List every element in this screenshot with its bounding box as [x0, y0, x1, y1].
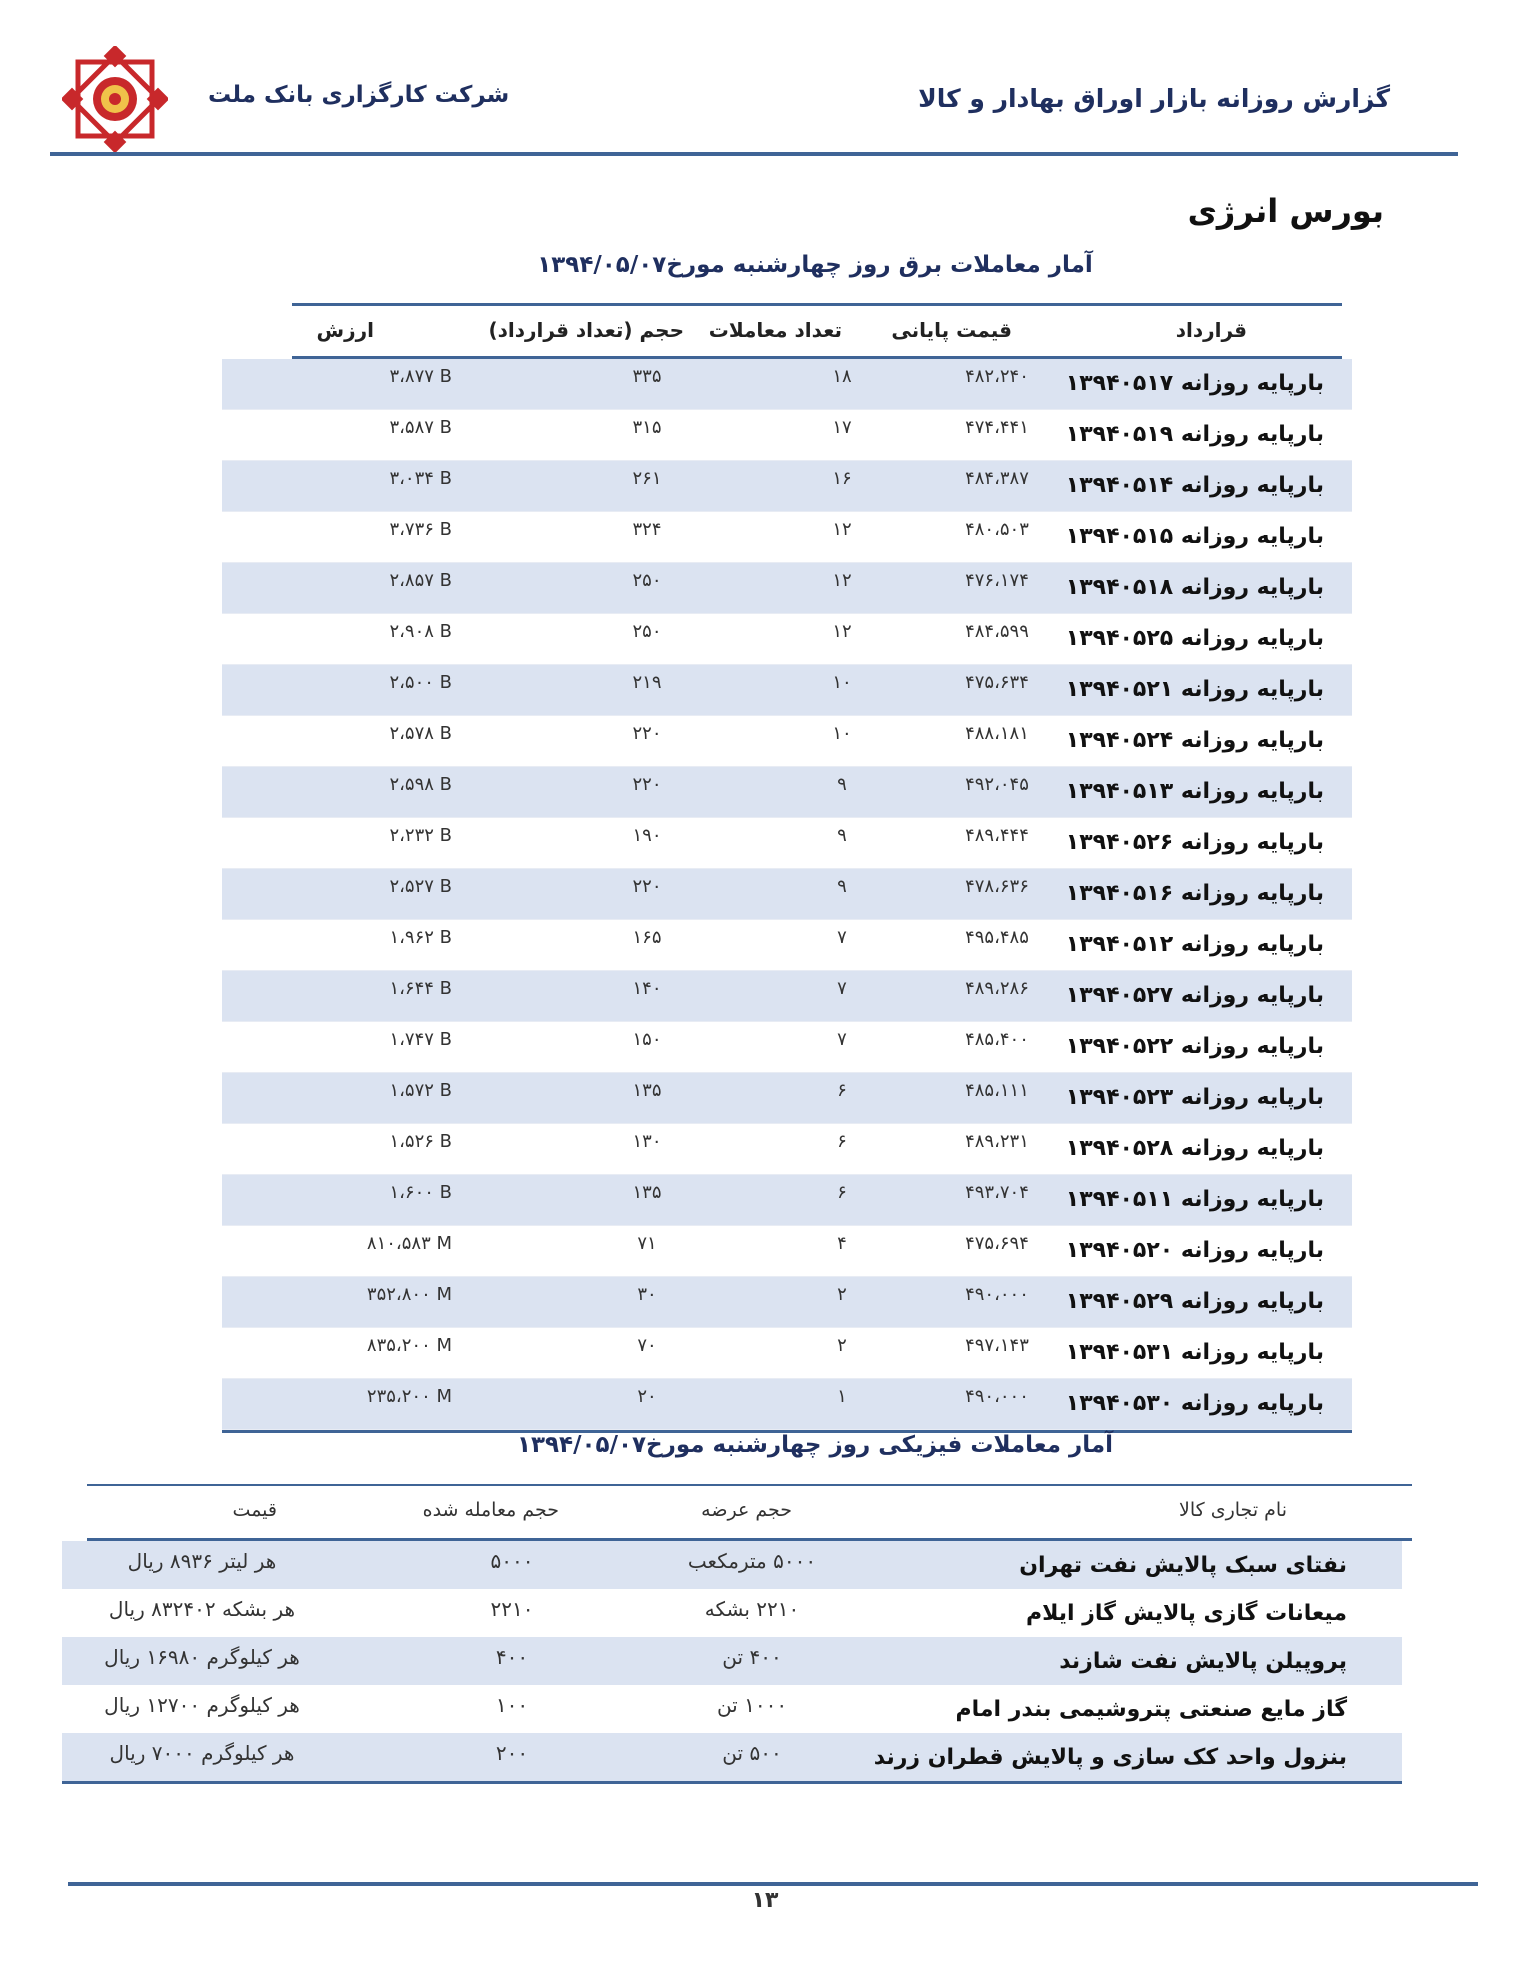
table-row	[222, 1277, 1352, 1328]
cell-final-price: ۴۸۰،۵۰۳	[965, 519, 1029, 540]
cell-value: ۱،۵۷۲ B	[389, 1080, 452, 1101]
cell-traded: ۱۰۰	[495, 1693, 529, 1717]
page-number: ۱۳	[751, 1888, 779, 1913]
footer-divider	[68, 1882, 1478, 1886]
cell-final-price: ۴۷۶،۱۷۴	[965, 570, 1029, 591]
cell-volume: ۳۲۴	[632, 519, 662, 540]
cell-contract: بارپایه روزانه ۱۳۹۴۰۵۳۰	[1065, 1391, 1324, 1416]
cell-value: ۲،۵۷۸ B	[389, 723, 452, 744]
table-row	[222, 716, 1352, 767]
header-value: ارزش	[316, 318, 374, 342]
cell-trade-count: ۶	[837, 1131, 847, 1152]
cell-volume: ۳۱۵	[632, 417, 662, 438]
cell-contract: بارپایه روزانه ۱۳۹۴۰۵۱۱	[1065, 1187, 1324, 1212]
cell-final-price: ۴۹۵،۴۸۵	[965, 927, 1029, 948]
table-row	[62, 1589, 1402, 1637]
cell-contract: بارپایه روزانه ۱۳۹۴۰۵۲۹	[1065, 1289, 1324, 1314]
cell-final-price: ۴۹۳،۷۰۴	[965, 1182, 1029, 1203]
section-title: بورس انرژی	[1187, 192, 1384, 230]
cell-traded: ۲۰۰	[495, 1741, 529, 1765]
cell-traded: ۴۰۰	[495, 1645, 529, 1669]
cell-volume: ۲۲۰	[632, 774, 662, 795]
report-title: گزارش روزانه بازار اوراق بهادار و کالا	[918, 84, 1390, 113]
table-row	[222, 1328, 1352, 1379]
header-trade-count: تعداد معاملات	[708, 318, 842, 342]
cell-volume: ۷۱	[637, 1233, 657, 1254]
cell-value: ۱،۶۰۰ B	[389, 1182, 452, 1203]
electricity-table-header	[292, 303, 1342, 359]
cell-trade-count: ۷	[837, 927, 847, 948]
cell-contract: بارپایه روزانه ۱۳۹۴۰۵۲۳	[1065, 1085, 1324, 1110]
cell-trade-count: ۱۲	[832, 570, 852, 591]
cell-name: میعانات گازی پالایش گاز ایلام	[1025, 1601, 1347, 1626]
cell-trade-count: ۶	[837, 1182, 847, 1203]
table-row	[222, 869, 1352, 920]
cell-value: ۲،۹۰۸ B	[389, 621, 452, 642]
table-row	[222, 665, 1352, 716]
cell-value: ۱،۹۶۲ B	[389, 927, 452, 948]
cell-volume: ۱۴۰	[632, 978, 662, 999]
cell-value: ۲،۸۵۷ B	[389, 570, 452, 591]
cell-final-price: ۴۸۸،۱۸۱	[965, 723, 1029, 744]
cell-contract: بارپایه روزانه ۱۳۹۴۰۵۲۵	[1065, 626, 1324, 651]
cell-trade-count: ۹	[837, 825, 847, 846]
cell-contract: بارپایه روزانه ۱۳۹۴۰۵۱۹	[1065, 422, 1324, 447]
cell-final-price: ۴۸۴،۵۹۹	[965, 621, 1029, 642]
cell-volume: ۷۰	[637, 1335, 657, 1356]
physical-table	[62, 1484, 1412, 1784]
cell-supply: ۵۰۰ تن	[722, 1741, 782, 1765]
table-row	[222, 614, 1352, 665]
table-row	[222, 563, 1352, 614]
table-row	[222, 461, 1352, 512]
table-row	[222, 512, 1352, 563]
cell-volume: ۲۲۰	[632, 876, 662, 897]
cell-contract: بارپایه روزانه ۱۳۹۴۰۵۱۵	[1065, 524, 1324, 549]
table-row	[222, 920, 1352, 971]
cell-value: ۳،۷۳۶ B	[389, 519, 452, 540]
cell-volume: ۳۰	[637, 1284, 657, 1305]
cell-volume: ۱۳۵	[632, 1080, 662, 1101]
table-row	[62, 1685, 1402, 1733]
cell-contract: بارپایه روزانه ۱۳۹۴۰۵۲۱	[1065, 677, 1324, 702]
cell-trade-count: ۹	[837, 774, 847, 795]
cell-trade-count: ۱۰	[832, 723, 852, 744]
cell-value: ۳،۰۳۴ B	[389, 468, 452, 489]
cell-trade-count: ۹	[837, 876, 847, 897]
cell-contract: بارپایه روزانه ۱۳۹۴۰۵۱۴	[1065, 473, 1324, 498]
cell-trade-count: ۱۶	[832, 468, 852, 489]
cell-final-price: ۴۷۵،۶۹۴	[965, 1233, 1029, 1254]
cell-volume: ۲۱۹	[632, 672, 662, 693]
table-row	[62, 1637, 1402, 1685]
header-traded-volume: حجم معامله شده	[422, 1499, 559, 1521]
physical-table-caption: آمار معاملات فیزیکی روز چهارشنبه مورخ۱۳۹۴/۰۵/۰۷	[516, 1432, 1114, 1458]
header-volume: حجم (تعداد قرارداد)	[488, 318, 684, 342]
cell-name: گاز مایع صنعتی پتروشیمی بندر امام	[955, 1697, 1347, 1722]
cell-trade-count: ۱	[837, 1386, 847, 1407]
cell-final-price: ۴۸۹،۴۴۴	[965, 825, 1029, 846]
cell-contract: بارپایه روزانه ۱۳۹۴۰۵۱۳	[1065, 779, 1324, 804]
cell-contract: بارپایه روزانه ۱۳۹۴۰۵۲۰	[1065, 1238, 1324, 1263]
cell-price: هر کیلوگرم ۱۲۷۰۰ ریال	[104, 1693, 300, 1717]
table-row	[222, 1124, 1352, 1175]
cell-trade-count: ۲	[837, 1335, 847, 1356]
physical-table-body	[62, 1541, 1402, 1784]
cell-name: نفتای سبک پالایش نفت تهران	[1019, 1553, 1347, 1578]
cell-value: ۲،۵۰۰ B	[389, 672, 452, 693]
cell-supply: ۵۰۰۰ مترمکعب	[687, 1549, 817, 1573]
cell-trade-count: ۱۸	[832, 366, 852, 387]
company-logo-icon	[62, 46, 168, 152]
cell-value: ۲۳۵،۲۰۰ M	[366, 1386, 452, 1407]
cell-price: هر کیلوگرم ۷۰۰۰ ریال	[109, 1741, 295, 1765]
cell-volume: ۲۵۰	[632, 570, 662, 591]
cell-final-price: ۴۷۸،۶۳۶	[965, 876, 1029, 897]
table-row	[222, 1226, 1352, 1277]
cell-trade-count: ۱۲	[832, 621, 852, 642]
header-supply-volume: حجم عرضه	[701, 1499, 792, 1521]
cell-contract: بارپایه روزانه ۱۳۹۴۰۵۲۶	[1065, 830, 1324, 855]
cell-value: ۸۳۵،۲۰۰ M	[366, 1335, 452, 1356]
cell-value: ۱،۶۴۴ B	[389, 978, 452, 999]
cell-volume: ۱۳۵	[632, 1182, 662, 1203]
header-divider	[50, 152, 1458, 156]
cell-trade-count: ۲	[837, 1284, 847, 1305]
cell-final-price: ۴۸۵،۴۰۰	[965, 1029, 1029, 1050]
cell-final-price: ۴۸۵،۱۱۱	[965, 1080, 1029, 1101]
cell-traded: ۲۲۱۰	[490, 1597, 534, 1621]
cell-value: ۳،۸۷۷ B	[389, 366, 452, 387]
electricity-table	[222, 303, 1352, 1433]
cell-trade-count: ۴	[837, 1233, 847, 1254]
table-row	[222, 971, 1352, 1022]
table-row	[62, 1541, 1402, 1589]
cell-volume: ۱۶۵	[632, 927, 662, 948]
cell-final-price: ۴۷۵،۶۳۴	[965, 672, 1029, 693]
cell-contract: بارپایه روزانه ۱۳۹۴۰۵۱۲	[1065, 932, 1324, 957]
cell-trade-count: ۱۷	[832, 417, 852, 438]
table-row	[222, 359, 1352, 410]
cell-value: ۳۵۲،۸۰۰ M	[366, 1284, 452, 1305]
cell-value: ۸۱۰،۵۸۳ M	[366, 1233, 452, 1254]
cell-contract: بارپایه روزانه ۱۳۹۴۰۵۲۷	[1065, 983, 1324, 1008]
cell-price: هر لیتر ۸۹۳۶ ریال	[127, 1549, 277, 1573]
cell-traded: ۵۰۰۰	[490, 1549, 534, 1573]
cell-value: ۲،۲۳۲ B	[389, 825, 452, 846]
header-price: قیمت	[232, 1499, 277, 1521]
cell-contract: بارپایه روزانه ۱۳۹۴۰۵۱۷	[1065, 371, 1324, 396]
cell-contract: بارپایه روزانه ۱۳۹۴۰۵۱۸	[1065, 575, 1324, 600]
cell-final-price: ۴۸۴،۳۸۷	[965, 468, 1029, 489]
cell-trade-count: ۱۲	[832, 519, 852, 540]
cell-volume: ۳۳۵	[632, 366, 662, 387]
cell-final-price: ۴۹۰،۰۰۰	[965, 1284, 1029, 1305]
cell-contract: بارپایه روزانه ۱۳۹۴۰۵۲۴	[1065, 728, 1324, 753]
table-row	[222, 1379, 1352, 1430]
cell-final-price: ۴۸۲،۲۴۰	[965, 366, 1029, 387]
cell-volume: ۱۳۰	[632, 1131, 662, 1152]
cell-volume: ۲۰	[637, 1386, 657, 1407]
cell-supply: ۱۰۰۰ تن	[716, 1693, 788, 1717]
cell-supply: ۲۲۱۰ بشکه	[704, 1597, 800, 1621]
cell-price: هر بشکه ۸۳۲۴۰۲ ریال	[108, 1597, 296, 1621]
header-commodity-name: نام تجاری کالا	[1179, 1499, 1287, 1521]
company-name: شرکت کارگزاری بانک ملت	[208, 82, 510, 108]
cell-contract: بارپایه روزانه ۱۳۹۴۰۵۳۱	[1065, 1340, 1324, 1365]
cell-trade-count: ۷	[837, 1029, 847, 1050]
cell-final-price: ۴۹۲،۰۴۵	[965, 774, 1029, 795]
cell-volume: ۲۶۱	[632, 468, 662, 489]
cell-price: هر کیلوگرم ۱۶۹۸۰ ریال	[104, 1645, 300, 1669]
cell-supply: ۴۰۰ تن	[722, 1645, 782, 1669]
table-row	[222, 410, 1352, 461]
cell-volume: ۲۲۰	[632, 723, 662, 744]
cell-value: ۲،۵۲۷ B	[389, 876, 452, 897]
table-row	[62, 1733, 1402, 1781]
electricity-table-caption: آمار معاملات برق روز چهارشنبه مورخ۱۳۹۴/۰۵/۰۷	[537, 252, 1093, 278]
cell-value: ۱،۵۲۶ B	[389, 1131, 452, 1152]
cell-volume: ۱۵۰	[632, 1029, 662, 1050]
cell-volume: ۱۹۰	[632, 825, 662, 846]
table-row	[222, 1175, 1352, 1226]
cell-contract: بارپایه روزانه ۱۳۹۴۰۵۲۸	[1065, 1136, 1324, 1161]
electricity-table-body	[222, 359, 1352, 1433]
cell-name: پروپیلن پالایش نفت شازند	[1059, 1649, 1347, 1674]
cell-value: ۳،۵۸۷ B	[389, 417, 452, 438]
table-row	[222, 1022, 1352, 1073]
header-contract: قرارداد	[1175, 318, 1247, 342]
table-row	[222, 818, 1352, 869]
cell-value: ۲،۵۹۸ B	[389, 774, 452, 795]
table-row	[222, 1073, 1352, 1124]
cell-name: بنزول واحد کک سازی و پالایش قطران زرند	[873, 1745, 1347, 1770]
table-row	[222, 767, 1352, 818]
cell-final-price: ۴۸۹،۲۳۱	[965, 1131, 1029, 1152]
cell-final-price: ۴۹۰،۰۰۰	[965, 1386, 1029, 1407]
cell-trade-count: ۶	[837, 1080, 847, 1101]
cell-value: ۱،۷۴۷ B	[389, 1029, 452, 1050]
cell-trade-count: ۷	[837, 978, 847, 999]
cell-trade-count: ۱۰	[832, 672, 852, 693]
cell-contract: بارپایه روزانه ۱۳۹۴۰۵۱۶	[1065, 881, 1324, 906]
cell-contract: بارپایه روزانه ۱۳۹۴۰۵۲۲	[1065, 1034, 1324, 1059]
cell-final-price: ۴۷۴،۴۴۱	[965, 417, 1029, 438]
cell-final-price: ۴۸۹،۲۸۶	[965, 978, 1029, 999]
physical-table-header	[87, 1484, 1412, 1541]
header-final-price: قیمت پایانی	[891, 318, 1012, 342]
cell-final-price: ۴۹۷،۱۴۳	[965, 1335, 1029, 1356]
cell-volume: ۲۵۰	[632, 621, 662, 642]
